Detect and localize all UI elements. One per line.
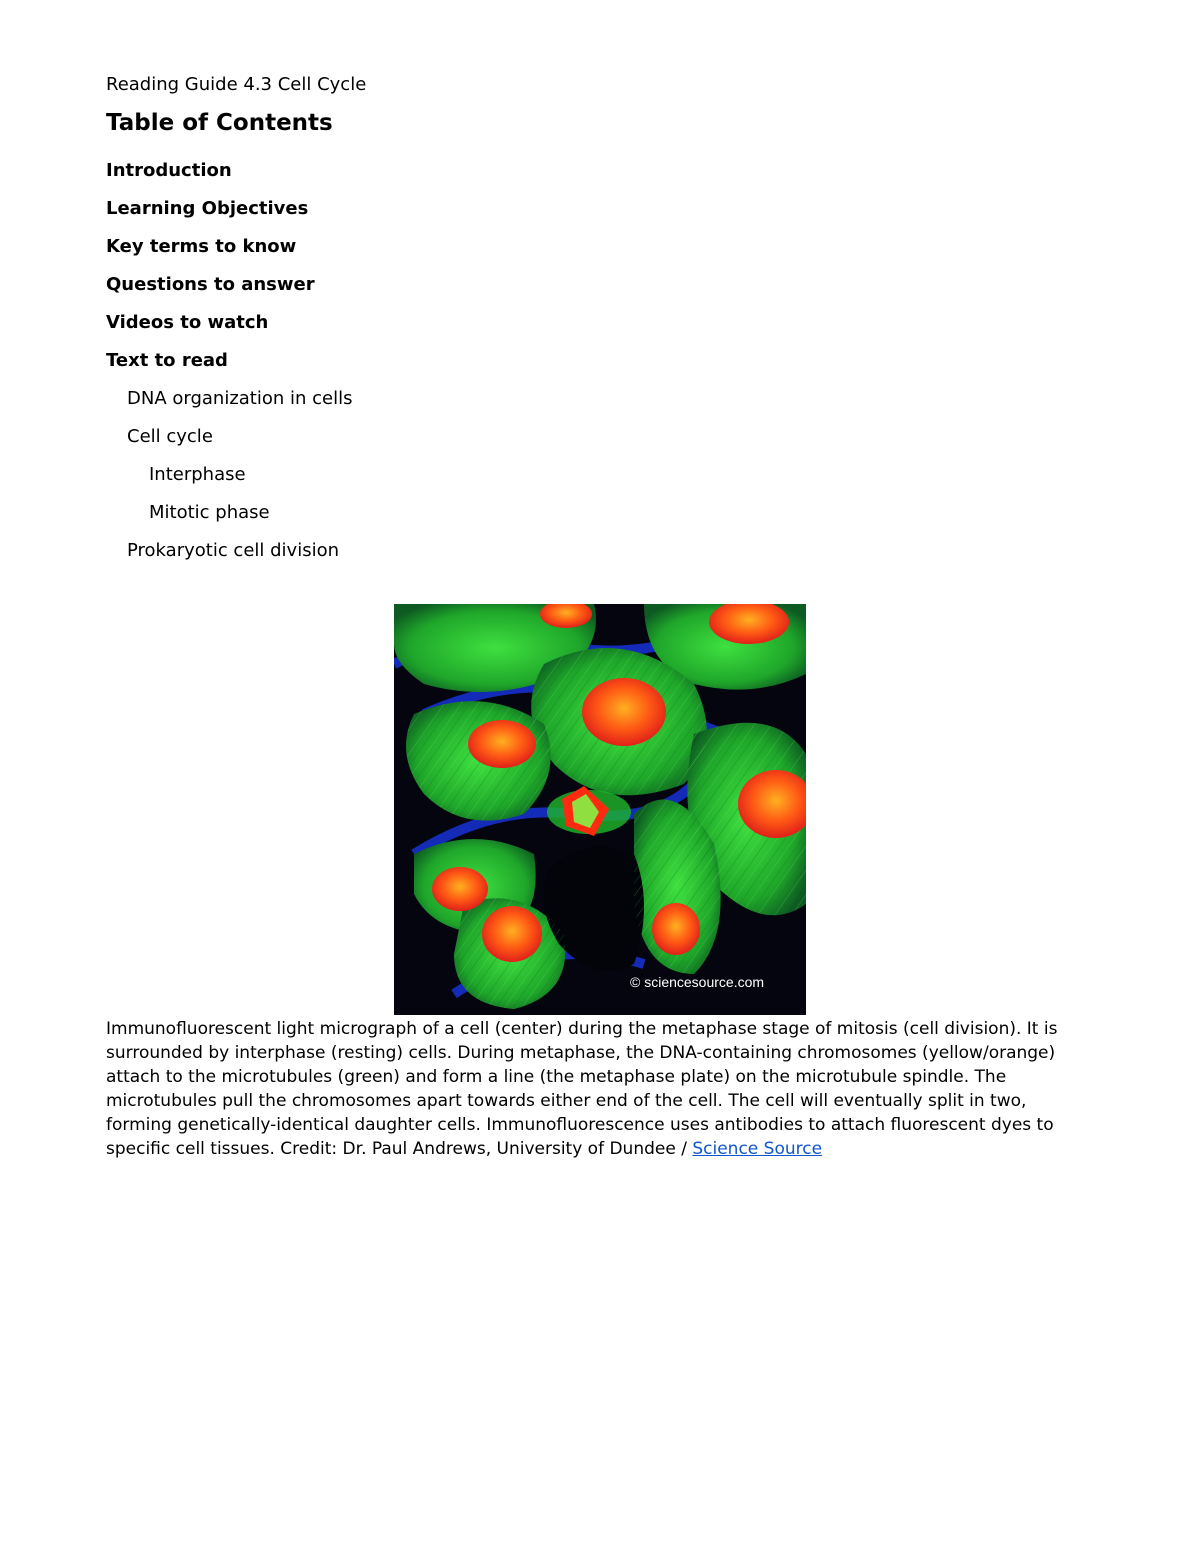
toc-link-questions[interactable]: Questions to answer bbox=[106, 274, 315, 295]
toc-link-introduction[interactable]: Introduction bbox=[106, 160, 232, 181]
toc-link-text-to-read[interactable]: Text to read bbox=[106, 350, 228, 371]
table-of-contents bbox=[106, 158, 806, 576]
document-header: Reading Guide 4.3 Cell Cycle bbox=[106, 74, 367, 95]
toc-link-dna-organization[interactable]: DNA organization in cells bbox=[127, 388, 353, 409]
toc-link-mitotic-phase[interactable]: Mitotic phase bbox=[149, 502, 270, 523]
figure-caption bbox=[106, 1017, 1096, 1161]
micrograph-image bbox=[394, 604, 806, 1015]
caption-text: Immunofluorescent light micrograph of a cell (center) during the metaphase stage of mitosis (cell division). It is surrounded by interphase (resting) cells. During metaphase, the DNA-containing chromosomes (yellow/orange) attach to the microtubules (green) and form a line (the metaphase plate) on the microtubule spindle. The microtubules pull the chromosomes apart towards either end of the cell. The cell will eventually split in two, forming genetically-identical daughter cells. Immunofluorescence uses antibodies to attach fluorescent dyes to specific cell tissues. Credit: Dr. Paul Andrews, University of Dundee / bbox=[106, 1019, 1058, 1159]
toc-link-prokaryotic-division[interactable]: Prokaryotic cell division bbox=[127, 540, 340, 561]
toc-link-interphase[interactable]: Interphase bbox=[149, 464, 246, 485]
micrograph-illustration bbox=[394, 604, 806, 1015]
science-source-link[interactable]: Science Source bbox=[692, 1139, 823, 1159]
watermark-text: © sciencesource.com bbox=[630, 974, 765, 990]
toc-link-learning-objectives[interactable]: Learning Objectives bbox=[106, 198, 309, 219]
toc-link-cell-cycle[interactable]: Cell cycle bbox=[127, 426, 213, 447]
toc-heading: Table of Contents bbox=[106, 110, 333, 136]
toc-link-key-terms[interactable]: Key terms to know bbox=[106, 236, 297, 257]
toc-link-videos[interactable]: Videos to watch bbox=[106, 312, 269, 333]
